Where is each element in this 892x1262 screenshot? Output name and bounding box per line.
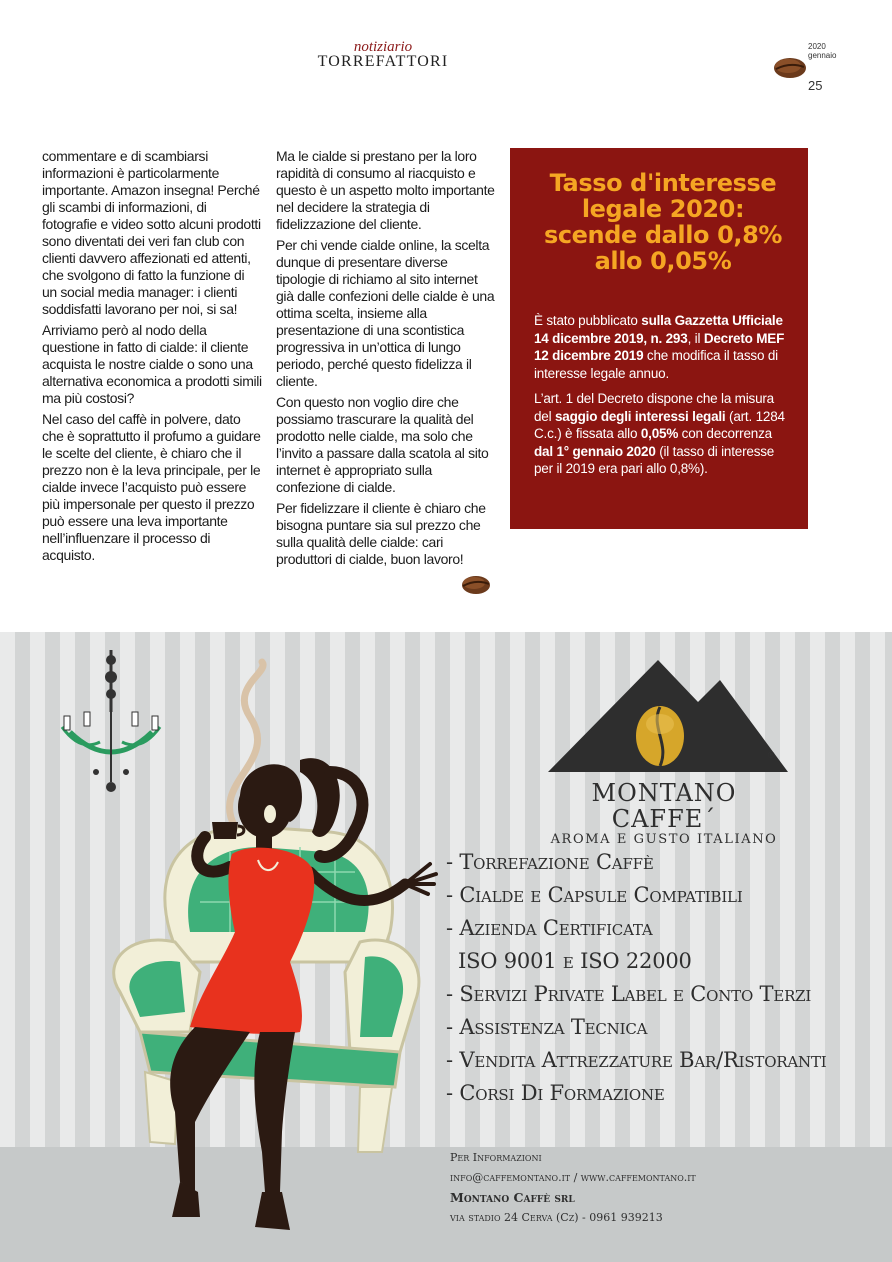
brand-tagline: AROMA E GUSTO ITALIANO — [550, 832, 778, 847]
masthead-title: TORREFATTORI — [317, 53, 449, 70]
service-item: - Vendita Attrezzature Bar/Ristoranti — [446, 1048, 827, 1072]
interest-rate-box — [510, 148, 808, 529]
paragraph: Nel caso del caffè in polvere, dato che è soprattutto il profumo a guidare le scelte del cliente, è chiaro che il prezzo non è la leva principale, per le cialde invece l’acquisto può essere più impersonale per questo il prezzo può essere una leva importante nell’influenzare il processo di acquisto. — [42, 411, 261, 563]
issue-year: 2020 — [808, 42, 826, 51]
coffee-bean-icon — [460, 574, 492, 596]
contact-email-web[interactable]: info@caffemontano.it / www.caffemontano.it — [450, 1171, 696, 1184]
article-column-1 — [42, 148, 262, 568]
company-address: via stadio 24 Cerva (Cz) - 0961 939213 — [450, 1211, 663, 1224]
contact-block — [450, 1148, 696, 1228]
masthead-top: notiziario — [353, 39, 413, 55]
paragraph: Arriviamo però al nodo della questione in fatto di cialde: il cliente acquista le nostre cialde o sono una alternativa economica a prodotti simili ma più costosi? — [42, 322, 262, 406]
article-column-2 — [276, 148, 498, 572]
service-item: - Cialde e Capsule Compatibili — [446, 883, 743, 907]
box-paragraph-1: È stato pubblicato sulla Gazzetta Ufficiale 14 dicembre 2019, n. 293, il Decreto MEF 12 dicembre 2019 che modifica il tasso di interesse legale annuo. — [534, 313, 785, 381]
registered-mark: ® — [768, 750, 775, 760]
brand-name: MONTANO CAFFE´ — [591, 779, 737, 833]
paragraph: Per fidelizzare il cliente è chiaro che bisogna puntare sia sul prezzo che sulla qualità delle cialde: cari produttori di cialde, buon lavoro! — [276, 500, 486, 567]
chandelier-icon — [62, 650, 160, 792]
brand-block — [544, 780, 784, 848]
coffee-cup-icon — [212, 822, 238, 839]
services-list — [446, 846, 886, 1110]
service-item: - Torrefazione Caffè — [446, 850, 654, 874]
issue-month: gennaio — [808, 51, 837, 60]
masthead — [312, 40, 454, 70]
service-item: - Corsi Di Formazione — [446, 1081, 665, 1105]
montano-caffe-advertisement — [0, 632, 892, 1262]
box-title: Tasso d'interesse legale 2020: scende dallo 0,8% allo 0,05% — [543, 169, 783, 275]
service-item: - Azienda Certificata — [446, 916, 653, 940]
service-item: - Servizi Private Label e Conto Terzi — [446, 982, 812, 1006]
service-item: ISO 9001 e ISO 22000 — [458, 949, 692, 973]
paragraph: Ma le cialde si prestano per la loro rapidità di consumo al riacquisto e questo è un aspetto molto importante nel decidere la strategia di fidelizzazione del cliente. — [276, 148, 495, 232]
paragraph: Per chi vende cialde online, la scelta dunque di presentare diverse tipologie di richiamo al sito internet già dalle confezioni delle cialde è una ottima scelta, insieme alla presentazione di una scontistica progressiva in un’ottica di lungo periodo, perché questo fidelizza il cliente. — [276, 237, 495, 389]
contact-label: Per Informazioni — [450, 1151, 542, 1164]
montano-logo — [548, 660, 788, 772]
page-number: 25 — [808, 78, 823, 93]
coffee-bean-icon — [772, 56, 808, 80]
service-item: - Assistenza Tecnica — [446, 1015, 648, 1039]
paragraph: commentare e di scambiarsi informazioni è particolarmente importante. Amazon insegna! Perché gli scambi di informazioni, di fotografie e video sotto alcuni prodotti sono diventati dei veri fan club con clienti davvero affezionati ed attenti, che svolgono di fatto la funzione di un social media manager: i clienti soddisfatti lavorano per noi, si sa! — [42, 148, 261, 317]
paragraph: Con questo non voglio dire che possiamo trascurare la qualità del prodotto nelle cialde, ma solo che l’invito a passare dalla scatola al sito internet è appropriato sulla confezione di cialde. — [276, 394, 489, 495]
box-paragraph-2: L’art. 1 del Decreto dispone che la misura del saggio degli interessi legali (art. 1284 C.c.) è fissata allo 0,05% con decorrenza dal 1° gennaio 2020 (il tasso di interesse per il 2019 era pari allo 0,8%). — [534, 391, 785, 476]
company-name: Montano Caffè srl — [450, 1190, 575, 1205]
issue-date — [808, 42, 836, 60]
